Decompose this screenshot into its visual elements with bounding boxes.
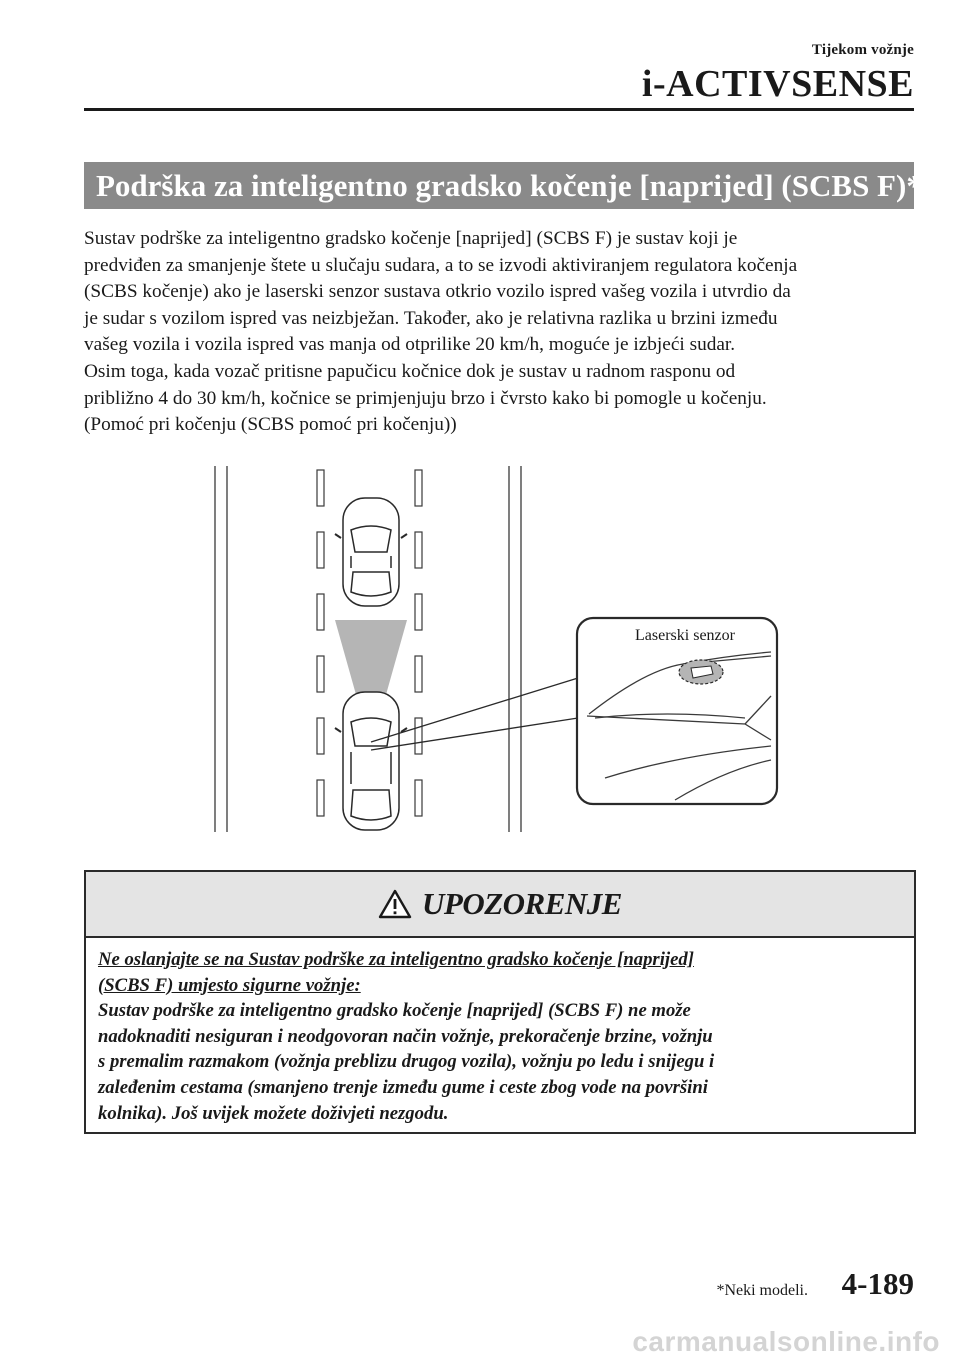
body-line: je sudar s vozilom ispred vas neizbježan. Također, ako je relativna razlika u brzini između <box>84 307 778 329</box>
body-line: Osim toga, kada vozač pritisne papučicu kočnice dok je sustav u radnom rasponu od <box>84 360 736 382</box>
header-rule <box>84 108 914 111</box>
warning-line: Sustav podrške za inteligentno gradsko kočenje [naprijed] (SCBS F) ne može <box>98 1000 691 1022</box>
warning-line: nadoknaditi nesiguran i neodgovoran način vožnje, prekoračenje brzine, vožnju <box>98 1025 713 1047</box>
chapter-title: i-ACTIVSENSE <box>641 63 914 105</box>
laser-sensor-label: Laserski senzor <box>635 627 735 644</box>
callout-leader <box>371 678 578 750</box>
running-head: Tijekom vožnje <box>811 42 914 58</box>
body-line: (Pomoć pri kočenju (SCBS pomoć pri kočenju)) <box>84 414 457 436</box>
body-line: Sustav podrške za inteligentno gradsko kočenje [naprijed] (SCBS F) je sustav koji je <box>84 228 738 249</box>
watermark: carmanualsonline.info <box>632 1326 940 1357</box>
body-paragraph <box>84 226 920 439</box>
own-vehicle <box>335 692 407 830</box>
warning-header <box>86 872 914 938</box>
page-number: 4-189 <box>841 1266 914 1301</box>
warning-text <box>86 938 914 1126</box>
warning-line: kolnika). Još uvijek možete doživjeti nezgodu. <box>98 1102 449 1124</box>
footnote: *Neki modeli. <box>716 1282 808 1299</box>
warning-lead-line: Ne oslanjajte se na Sustav podrške za inteligentno gradsko kočenje [naprijed] <box>98 949 694 970</box>
section-title: Podrška za inteligentno gradsko kočenje [naprijed] (SCBS F)* <box>84 162 914 209</box>
body-line: (SCBS kočenje) ako je laserski senzor sustava otkrio vozilo ispred vašeg vozila i utvrdio da <box>84 281 791 303</box>
warning-line: zaleđenim cestama (smanjeno trenje između gume i ceste zbog vode na površini <box>98 1076 708 1098</box>
warning-lead-line: (SCBS F) umjesto sigurne vožnje: <box>98 974 361 996</box>
warning-line: s premalim razmakom (vožnja preblizu drugog vozila), vožnju po ledu i snijegu i <box>98 1051 715 1073</box>
sensor-inset <box>577 618 777 804</box>
warning-title: UPOZORENJE <box>422 886 622 921</box>
body-line: predviđen za smanjenje štete u slučaju sudara, a to se izvodi aktiviranjem regulatora kočenja <box>84 254 798 276</box>
body-line: približno 4 do 30 km/h, kočnice se primjenjuju brzo i čvrsto kako bi pomogle u kočenju. <box>84 387 767 409</box>
body-line: vašeg vozila i vozila ispred vas manja od otprilike 20 km/h, moguće je izbjeći sudar. <box>84 334 736 356</box>
warning-triangle-icon <box>378 889 412 919</box>
vehicle-ahead <box>335 498 407 606</box>
scbs-illustration <box>205 460 785 840</box>
warning-box <box>84 870 916 1134</box>
